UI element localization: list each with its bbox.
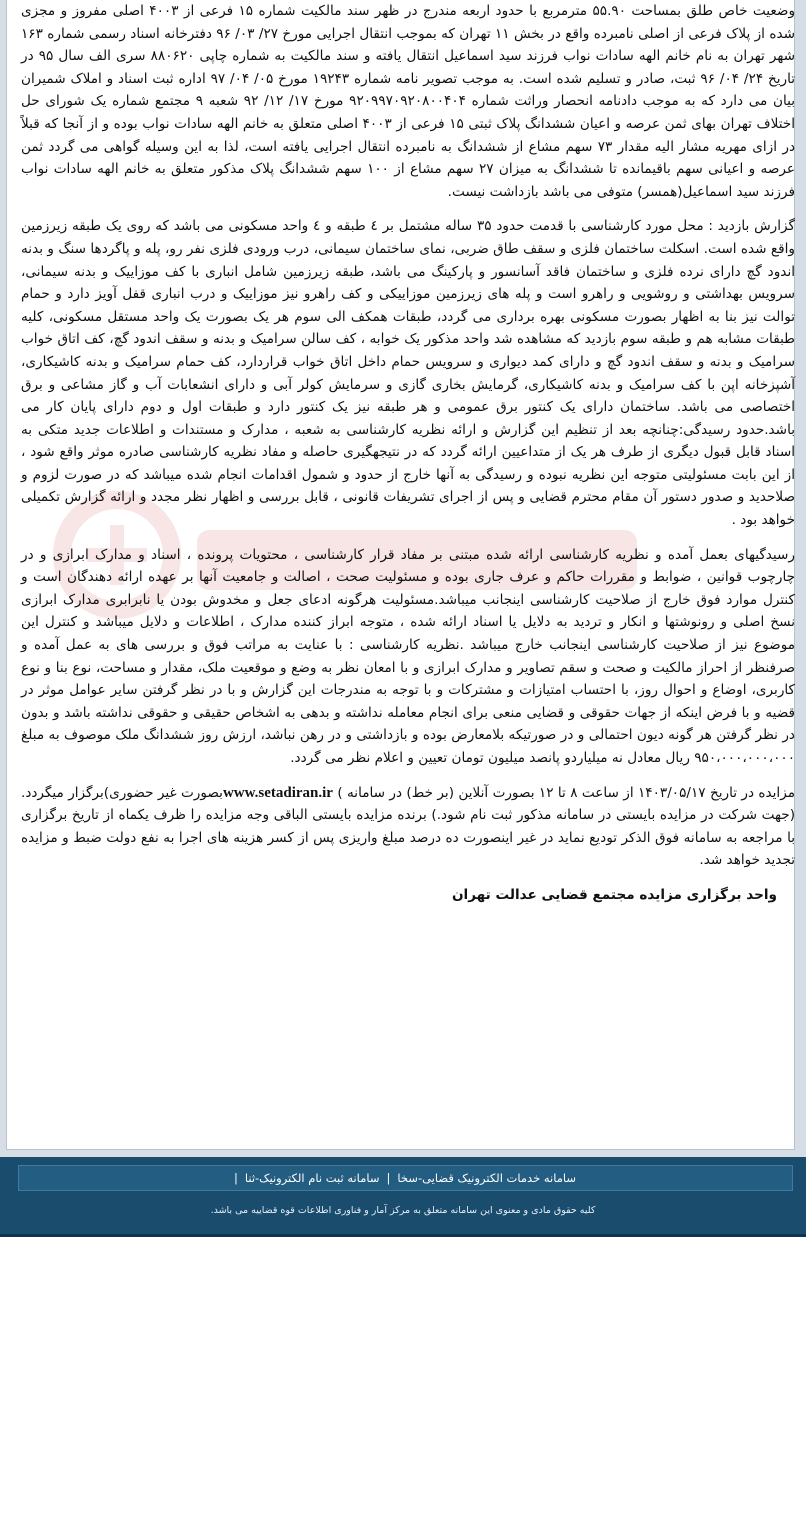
auction-details-part1: مزایده در تاریخ ۱۴۰۳/۰۵/۱۷ از ساعت ۸ تا ۱۲ بصورت آنلاین (بر خط) در سامانه ) <box>332 784 795 801</box>
issuer-signature: واحد برگزاری مزایده مجتمع قضایی عدالت تهران <box>451 886 777 903</box>
auction-details-paragraph <box>21 782 795 872</box>
auction-details-part2: بصورت غیر حضوری)برگزار میگردد. (جهت شرکت در مزایده بایستی در سامانه مذکور ثبت نام شود.) برنده مزایده بایستی الباقی وجه مزایده را ظرف یکماه از تاریخ برگزاری با مراجعه به سامانه فوق الذکر توديع نمايد در غير اينصورت ده درصد مبلغ واریزی پس از کسر هزینه های اجرا به نفع دولت ضبط و مزایده تجدید خواهد شد. <box>21 784 795 869</box>
expert-opinion-paragraph: رسیدگیهای بعمل آمده و نظریه کارشناسی ارائه شده مبتنی بر مفاد قرار کارشناسی ، محتویات پرونده ، اسناد و مدارک ابرازی و در چارچوب قوانین ، ضوابط و مقررات حاکم و عرف جاری بوده و مسئولیت صحت ، اصالت و جامعیت آنها بر عهده ارائه دهندگان است و کنترل موارد فوق خارج از صلاحیت کارشناسی اینجانب میباشد.مسئولیت هرگونه ادعای جعل و مخدوش بودن یا نابرابری مدارک ابرازی نسخ اصلی و رونوشتها و انکار و تردید به دلایل یا اسناد ارائه شده ، متوجه ابراز کننده مدارک ، اطلاعات و دلایل میباشد و کنترل این موضوع نیز از صلاحیت کارشناسی اینجانب خارج میباشد .نظریه کارشناسی : با عنایت به مراتب فوق و بررسی های به عمل آمده و صرفنظر از احراز مالکیت و صحت و سقم تصاویر و مدارک ابرازی و با امعان نظر به وضع و موقعیت ملک، مقدار و مساحت، نوع بنا و نوع کاربری، اوضاع و احوال روز، با احتساب امتیازات و مشترکات و با توجه به مندرجات این گزارش و با در نظر گرفتن سایر عوامل موثر در قضیه و با فرض اینکه از جهات حقوقی و قضایی منعی برای انجام معامله نداشته و بدهی به اشخاص حقیقی و حقوقی نداشته باشد و بدون در نظر گرفتن هر گونه دیون احتمالی و در صورتیکه بلامعارض بوده و بازداشتی و در رهن نباشد، ارزش روز ششدانگ ملک موصوف به مبلغ ۹۵۰،۰۰۰،۰۰۰،۰۰۰ ریال معادل نه میلیاردو پانصد میلیون تومان تعیین و اعلام نظر می گردد. <box>21 546 795 766</box>
auction-notice-text <box>21 0 795 919</box>
footer-link-separator: | <box>386 1171 391 1185</box>
property-status-paragraph: وضعیت خاص طلق بمساحت ۵۵.۹۰ مترمربع با حدود اربعه مندرج در ظهر سند مالکیت شماره ۱۵ فرعی از ۴۰۰۳ اصلی مفروز و مجزی شده از پلاک فرعی از اصلی نامبرده واقع در بخش ۱۱ تهران که بموجب انتقال اجرایی مورخ ۲۷/ ۰۳/ ۹۶ دفترخانه اسناد رسمی شماره ۱۶۳ شهر تهران به نام خانم الهه سادات نواب فرزند سید اسماعیل انتقال یافته و سند مالکیت به شماره چاپی ۸۸۰۶۲۰ سری الف سال ۹۵ در تاریخ ۲۴/ ۰۴/ ۹۶ ثبت، صادر و تسلیم شده است. به موجب تصویر نامه شماره ۱۹۲۴۳ مورخ ۰۵/ ۰۴/ ۹۷ اداره ثبت اسناد و املاک شمیران بیان می دارد که به موجب دادنامه انحصار وراثت شماره ۹۲۰۹۹۷۰۹۲۰۸۰۰۴۰۴ مورخ ۱۷/ ۱۲/ ۹۲ شعبه ۹ مجتمع شماره یک شورای حل اختلاف تهران بهای ثمن عرصه و اعیان ششدانگ پلاک ثبتی ۱۵ فرعی از ۴۰۰۳ اصلی متعلق به خانم الهه سادات نواب بوده و از آنجا که قبلاً در ازای مهریه مشار الیه مقدار ۷۳ سهم مشاع از ششدانگ به نامبرده انتقال اجرایی یافته است، لذا به این وسیله گواهی می گردد ثمن عرصه و اعیانی سهم باقیمانده تا ششدانگ به میزان ۲۷ سهم مشاع از ۱۰۰ سهم ششدانگ پلاک مذکور متعلق به خانم الهه سادات نواب فرزند سید اسماعیل(همسر) متوفی می باشد بازداشت نیست. <box>21 3 796 200</box>
footer-link-sakha[interactable]: سامانه خدمات الکترونیک قضایی-سخا <box>397 1171 577 1185</box>
inspection-report-paragraph: گزارش بازدید : محل مورد کارشناسی با قدمت حدود ۳۵ ساله مشتمل بر ٤ طبقه و ٤ واحد مسکونی می باشد که روی یک طبقه زیرزمین واقع شده است. اسکلت ساختمان فلزی و سقف طاق ضربی، نمای ساختمان سیمانی، درب ورودی فلزی نفر رو، پله و پاگردها سنگ و بدنه اندود گچ دارای نرده فلزی و ساختمان فاقد آسانسور و پارکینگ می باشد، طبقه زیرزمین شامل انباری با کف موزاییک و بدنه سیمانی، سرویس بهداشتی و روشویی و راهرو است و پله های زیرزمین موزاییکی و کف راهرو نیز موزاییک و درب انباری قفل آویز دارد و حمام توالت نیز بنا به اظهار بصورت مسکونی بهره برداری می گردد، طبقات همکف الی سوم هر یک بصورت یک واحد مستقل مسکونی، کلیه طبقات مشابه هم و طبقه سوم بازدید که مشاهده شد واحد مذکور یک خوابه ، کف سالن سرامیک و بدنه و سقف اندود گچ، کف اتاق خواب سرامیک و بدنه و سقف اندود گچ و دارای کمد دیواری و سرویس حمام داخل اتاق خواب قراردارد، کف حمام سرامیک و بدنه کاشیکاری، آشپزخانه اپن با کف سرامیک و بدنه کاشیکاری، گرمایش بخاری گازی و سرمایش کولر آبی و دارای انشعابات آب و گاز مشاعی و برق اختصاصی می باشد. ساختمان دارای یک کنتور برق عمومی و هر طبقه نیز یک کنتور دارد و طبقات اول و دوم دارای پایان کار می باشد.حدود رسیدگی:چنانچه بعد از تنظیم این گزارش و ارائه نظریه کارشناسی به شعبه ، مدارک و مستندات و اطلاعات جدید متکی به اسناد قابل قبول دیگری از طرف هر یک از متداعیین ارائه گردد که در نتیجهگیری حاصله و مفاد نظریه کارشناسی صادره موثر واقع شود ، از این بابت مسئولیتی متوجه این نظریه نبوده و رسیدگی به آنها خارج از حدود و شمول اقدامات انجام شده میباشد که در صورت لزوم و صلاحدید و صدور دستور آن مقام محترم قضایی و پس از اجرای تشریفات قانونی ، قابل بررسی و اظهار نظر مجدد و ارائه گزارش تکمیلی خواهد بود . <box>21 218 795 529</box>
footer-link-sana[interactable]: سامانه ثبت نام الکترونیک-ثنا <box>244 1171 380 1185</box>
auction-website-link[interactable]: www.setadiran.ir <box>222 784 333 801</box>
footer-copyright: کلیه حقوق مادی و معنوی این سامانه متعلق به مرکز آمار و فناوری اطلاعات قوه قضاییه می باشد. <box>210 1205 596 1216</box>
footer-links-bar <box>18 1165 793 1191</box>
footer-link-separator-end: | <box>233 1171 238 1185</box>
site-footer <box>0 1157 806 1237</box>
document-panel <box>6 0 795 1150</box>
